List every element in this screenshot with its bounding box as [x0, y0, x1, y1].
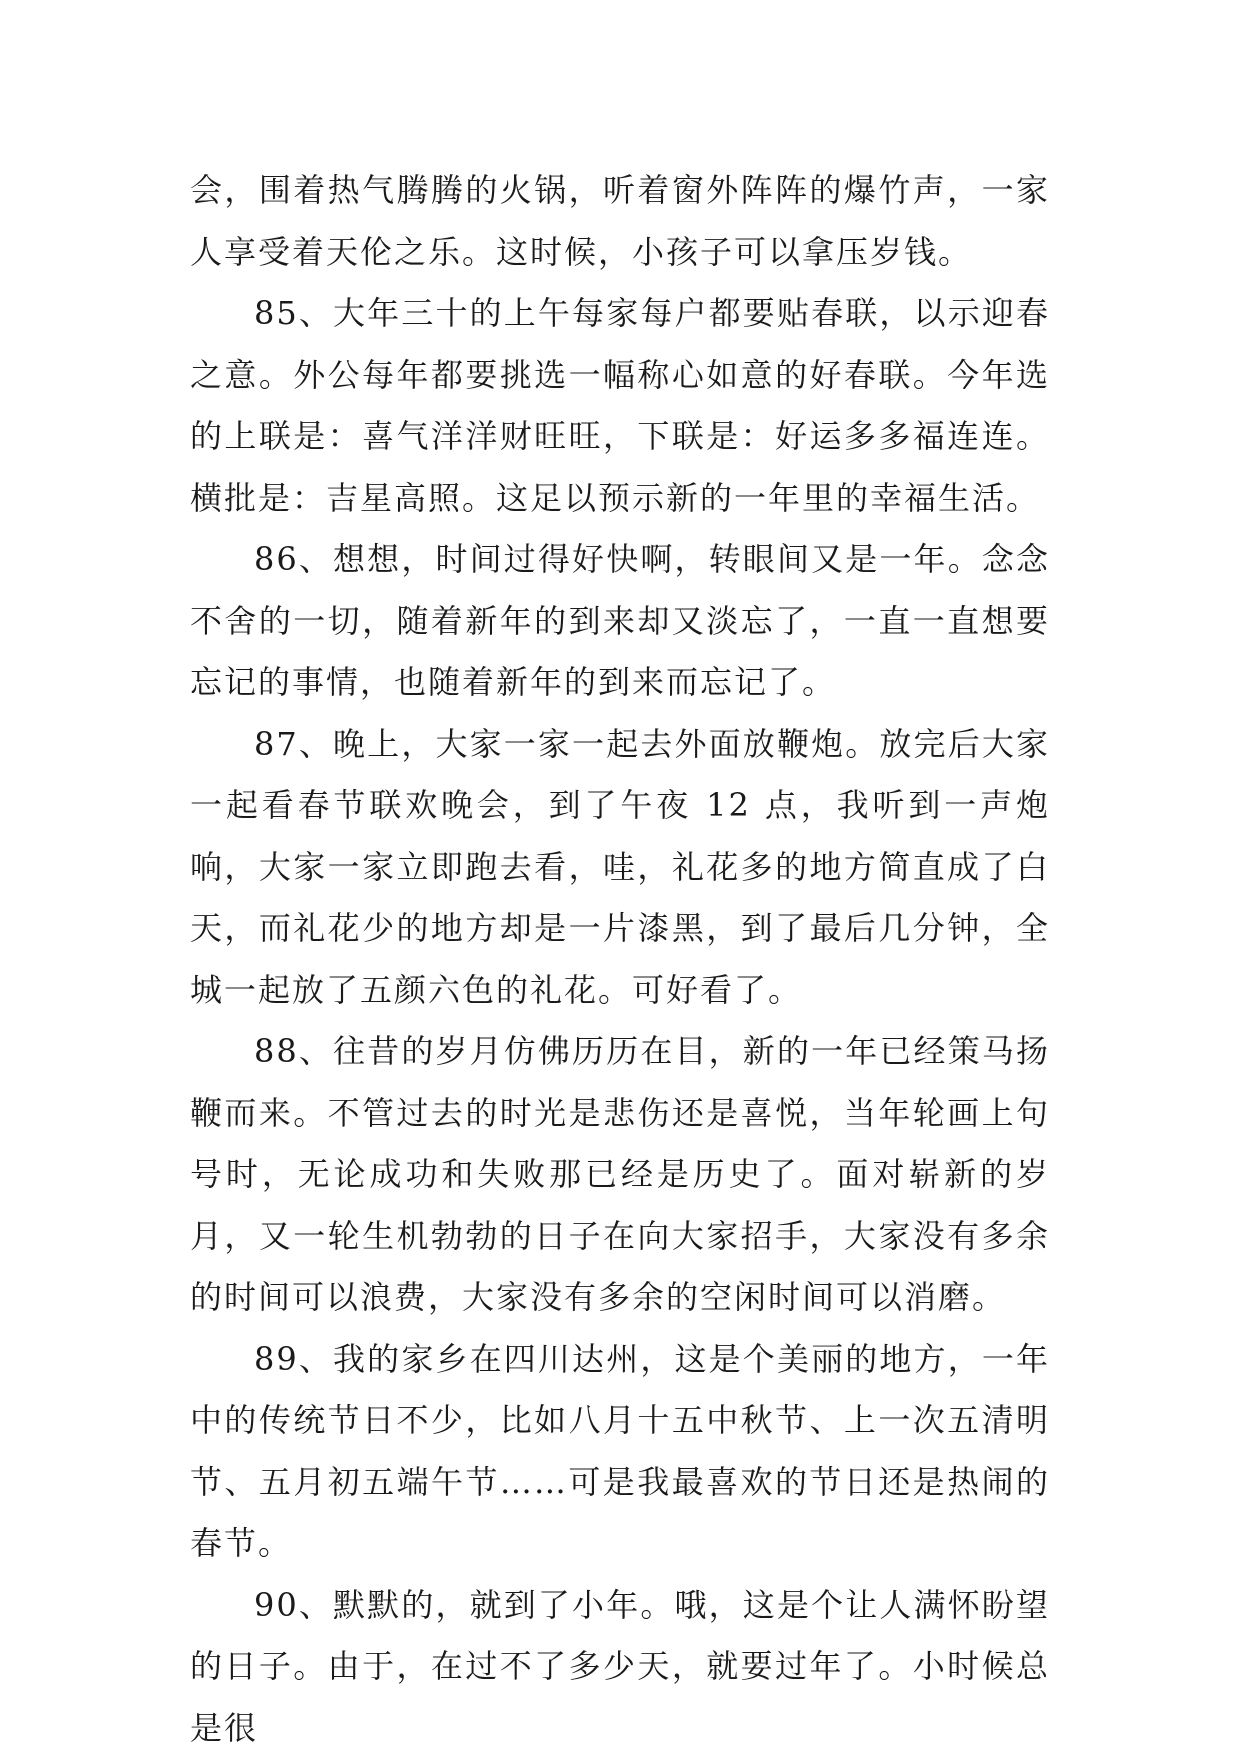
paragraph-85: 85、大年三十的上午每家每户都要贴春联，以示迎春之意。外公每年都要挑选一幅称心如意的好春联。今年选的上联是：喜气洋洋财旺旺，下联是：好运多多福连连。横批是：吉星高照。这足以预示新的一年里的幸福生活。: [190, 283, 1050, 529]
paragraph-continuation: 会，围着热气腾腾的火锅，听着窗外阵阵的爆竹声，一家人享受着天伦之乐。这时候，小孩子可以拿压岁钱。: [190, 160, 1050, 283]
paragraph-89: 89、我的家乡在四川达州，这是个美丽的地方，一年中的传统节日不少，比如八月十五中秋节、上一次五清明节、五月初五端午节……可是我最喜欢的节日还是热闹的春节。: [190, 1329, 1050, 1575]
paragraph-90: 90、默默的，就到了小年。哦，这是个让人满怀盼望的日子。由于，在过不了多少天，就要过年了。小时候总是很: [190, 1575, 1050, 1759]
paragraph-88: 88、往昔的岁月仿佛历历在目，新的一年已经策马扬鞭而来。不管过去的时光是悲伤还是喜悦，当年轮画上句号时，无论成功和失败那已经是历史了。面对崭新的岁月，又一轮生机勃勃的日子在向大家招手，大家没有多余的时间可以浪费，大家没有多余的空闲时间可以消磨。: [190, 1021, 1050, 1329]
paragraph-86: 86、想想，时间过得好快啊，转眼间又是一年。念念不舍的一切，随着新年的到来却又淡忘了，一直一直想要忘记的事情，也随着新年的到来而忘记了。: [190, 529, 1050, 714]
paragraph-87: 87、晚上，大家一家一起去外面放鞭炮。放完后大家一起看春节联欢晚会，到了午夜 12 点，我听到一声炮响，大家一家立即跑去看，哇，礼花多的地方简直成了白天，而礼花少的地方却是一片漆黑，到了最后几分钟，全城一起放了五颜六色的礼花。可好看了。: [190, 714, 1050, 1022]
document-body: [190, 160, 1050, 1759]
